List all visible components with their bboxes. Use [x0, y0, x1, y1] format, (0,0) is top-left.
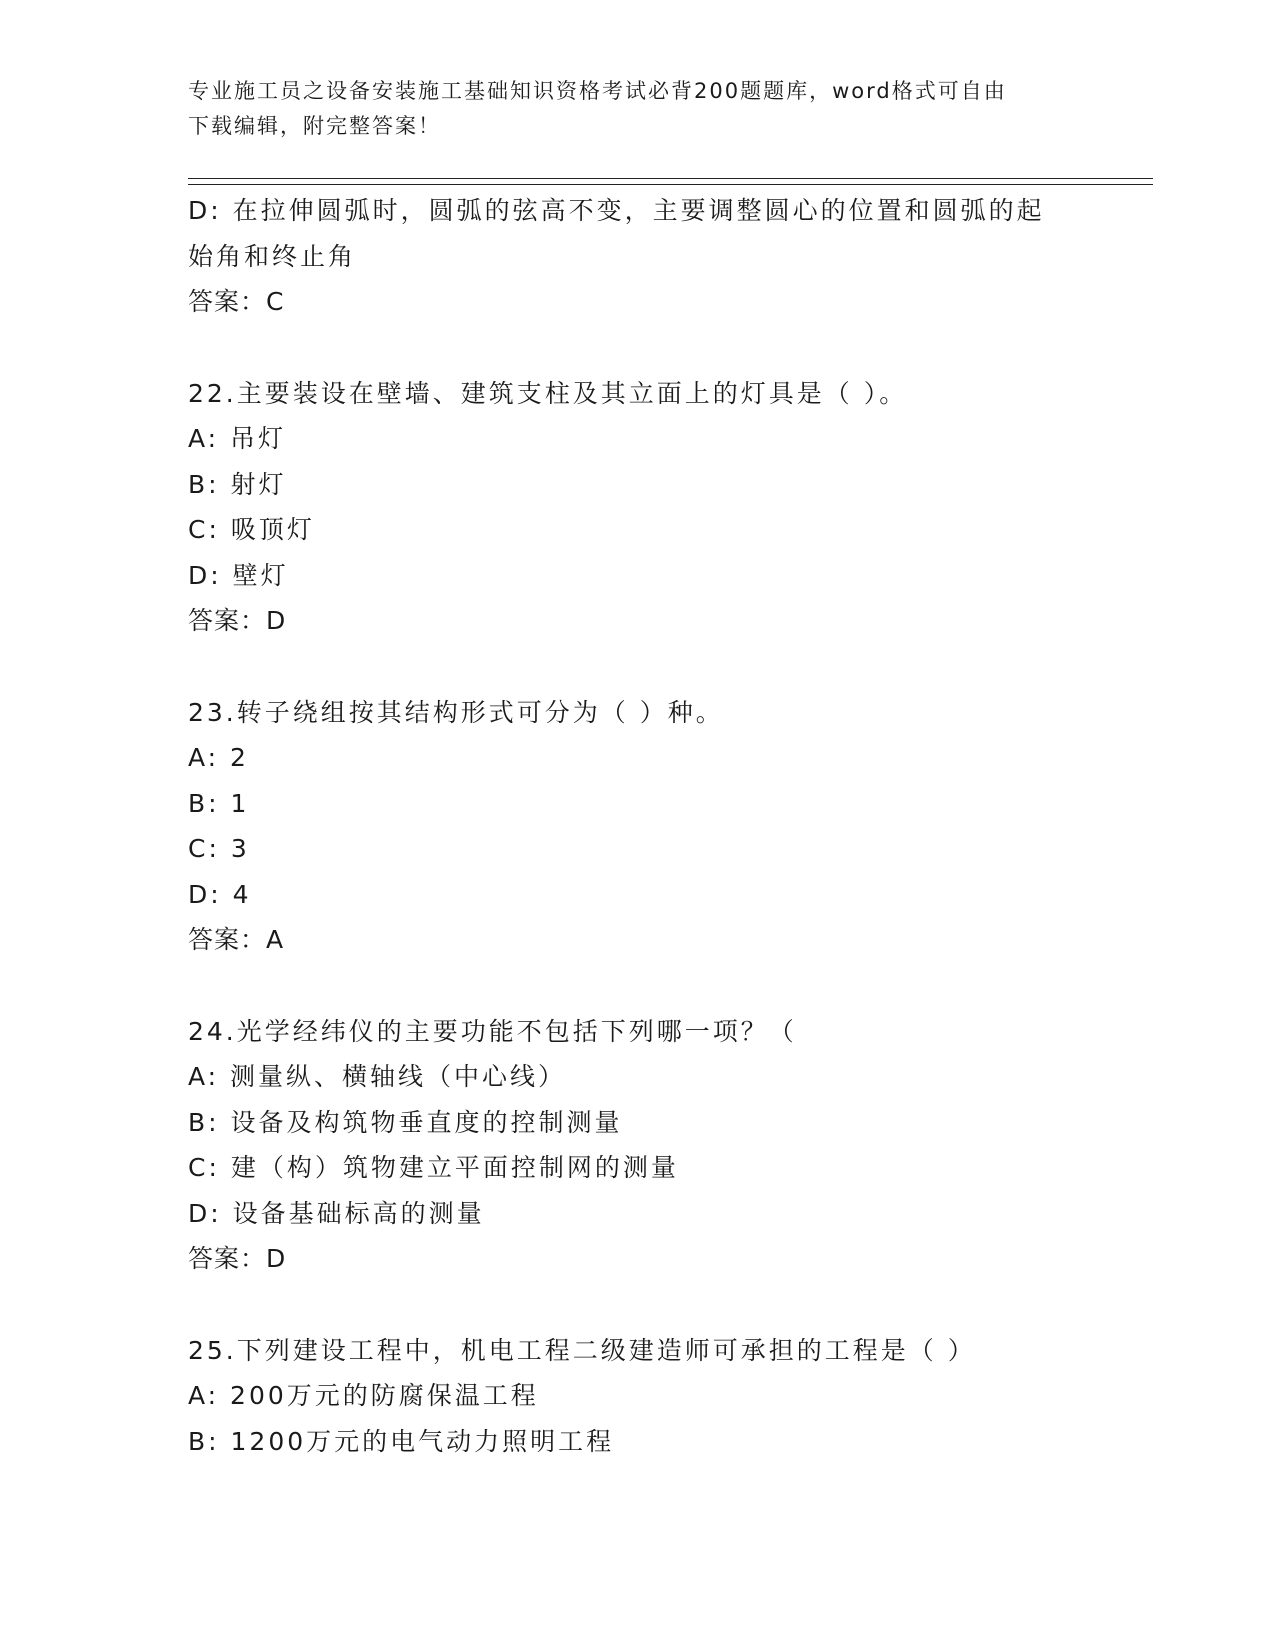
question-stem: 23.转子绕组按其结构形式可分为（ ）种。	[188, 697, 724, 727]
question-22	[188, 371, 1108, 644]
question-stem: 22.主要装设在壁墙、建筑支柱及其立面上的灯具是（ ）。	[188, 378, 908, 408]
option-b: B: 1200万元的电气动力照明工程	[188, 1426, 615, 1456]
question-23	[188, 690, 1108, 963]
question-stem: 25.下列建设工程中，机电工程二级建造师可承担的工程是（ ）	[188, 1335, 976, 1365]
question-spacer	[188, 963, 1108, 1009]
option-c: C: 吸顶灯	[188, 515, 315, 544]
option-a: A: 200万元的防腐保温工程	[188, 1381, 539, 1410]
question-stem: 24.光学经纬仪的主要功能不包括下列哪一项？（	[188, 1016, 797, 1046]
answer: 答案：D	[188, 606, 287, 635]
answer: 答案：D	[188, 1244, 287, 1273]
answer: 答案：A	[188, 925, 285, 954]
option-d: D: 壁灯	[188, 560, 289, 590]
question-25	[188, 1328, 1108, 1465]
option-a: A: 吊灯	[188, 424, 287, 453]
question-spacer	[188, 644, 1108, 690]
option-a: A: 2	[188, 743, 249, 772]
option-d: D: 4	[188, 879, 252, 909]
option-c: C: 建（构）筑物建立平面控制网的测量	[188, 1153, 679, 1182]
question-21-continued	[188, 188, 1108, 325]
option-d: D: 设备基础标高的测量	[188, 1198, 485, 1228]
option-b: B: 射灯	[188, 469, 287, 499]
title-line-2: 下载编辑，附完整答案！	[188, 114, 441, 138]
header-divider-bottom	[188, 184, 1153, 185]
option-a: A: 测量纵、横轴线（中心线）	[188, 1062, 567, 1091]
question-list	[188, 188, 1108, 1464]
option-b: B: 设备及构筑物垂直度的控制测量	[188, 1107, 623, 1137]
document-title	[188, 74, 1088, 144]
option-b: B: 1	[188, 788, 250, 818]
question-24	[188, 1009, 1108, 1282]
option-d-line-2: 始角和终止角	[188, 241, 357, 271]
answer-21: 答案：C	[188, 287, 285, 316]
option-d-line-1: D: 在拉伸圆弧时，圆弧的弦高不变，主要调整圆心的位置和圆弧的起	[188, 196, 1045, 225]
header-divider-top	[188, 178, 1153, 179]
question-spacer	[188, 1282, 1108, 1328]
title-line-1: 专业施工员之设备安装施工基础知识资格考试必背200题题库，word格式可自由	[188, 79, 1007, 103]
question-spacer	[188, 325, 1108, 371]
option-c: C: 3	[188, 834, 250, 863]
